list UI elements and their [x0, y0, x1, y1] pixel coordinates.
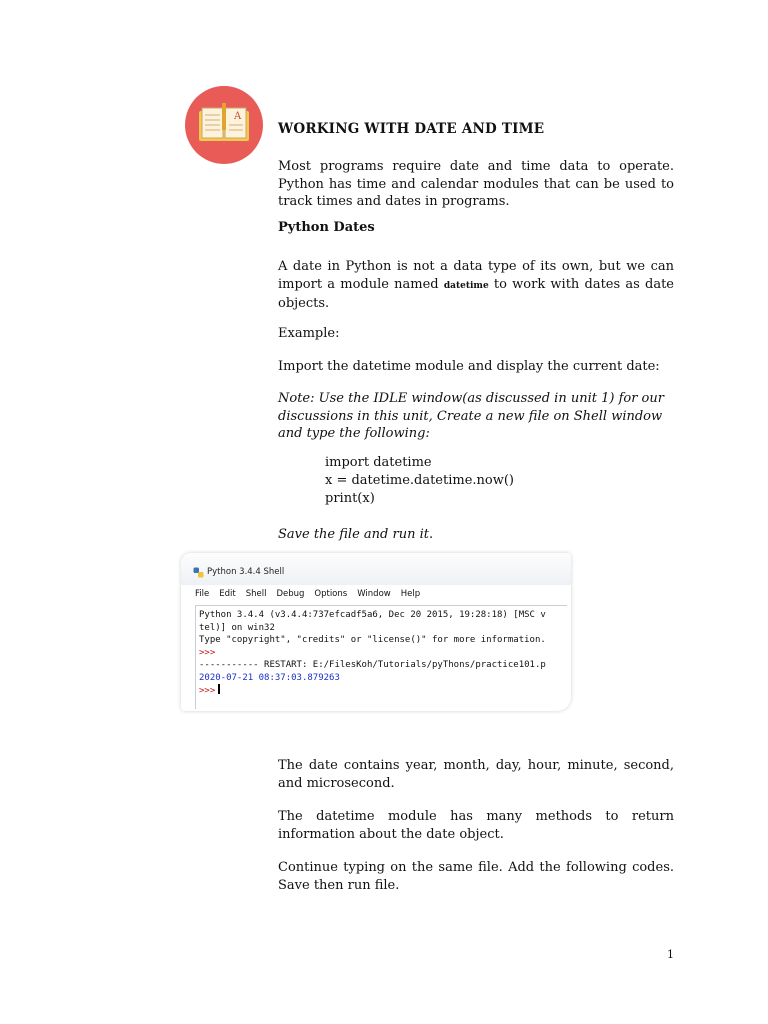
shell-menubar — [195, 589, 571, 603]
example-description: Import the datetime module and display the current date: — [278, 359, 660, 374]
book-icon — [193, 95, 255, 155]
shell-restart-line: ----------- RESTART: E:/FilesKoh/Tutorials/pyThons/practice101.p — [199, 660, 546, 670]
shell-titlebar — [181, 553, 571, 585]
inline-code-datetime: datetime — [443, 280, 489, 291]
page-number: 1 — [667, 948, 674, 961]
dates-paragraph — [278, 258, 674, 313]
python-icon — [193, 567, 204, 578]
code-line: print(x) — [325, 491, 375, 506]
menu-shell[interactable]: Shell — [245, 589, 267, 599]
shell-line: tel)] on win32 — [199, 622, 275, 633]
text-cursor — [218, 684, 220, 694]
code-block — [325, 454, 514, 508]
shell-prompt: >>> — [199, 647, 216, 658]
methods-paragraph: The datetime module has many methods to return information about the date object. — [278, 809, 674, 842]
menu-file[interactable]: File — [195, 589, 210, 599]
python-shell-screenshot — [181, 553, 571, 711]
save-run-instruction: Save the file and run it. — [278, 527, 434, 542]
date-components-paragraph: The date contains year, month, day, hour, minute, second, and microsecond. — [278, 758, 674, 791]
menu-debug[interactable]: Debug — [276, 589, 305, 599]
shell-output[interactable] — [195, 605, 567, 709]
shell-window-title: Python 3.4.4 Shell — [207, 567, 285, 577]
page-title: WORKING WITH DATE AND TIME — [278, 121, 545, 137]
note-paragraph: Note: Use the IDLE window(as discussed in unit 1) for our discussions in this unit, Create a new file on Shell window and type the following: — [278, 391, 664, 441]
continue-paragraph: Continue typing on the same file. Add the following codes. Save then run file. — [278, 860, 674, 893]
shell-prompt: >>> — [199, 686, 216, 696]
menu-edit[interactable]: Edit — [219, 589, 236, 599]
shell-datetime-output: 2020-07-21 08:37:03.879263 — [199, 672, 340, 683]
section-heading: Python Dates — [278, 220, 375, 235]
dates-paragraph-text-1: A date in Python is not a data type of its own, but we can import a module named — [278, 259, 674, 292]
shell-line: Python 3.4.4 (v3.4.4:737efcadf5a6, Dec 20 2015, 19:28:18) [MSC v — [199, 610, 546, 620]
menu-window[interactable]: Window — [357, 589, 391, 599]
code-line: x = datetime.datetime.now() — [325, 473, 515, 488]
svg-text:A: A — [234, 111, 242, 122]
example-label: Example: — [278, 326, 340, 341]
shell-line: Type "copyright", "credits" or "license()" for more information. — [199, 635, 546, 645]
dates-paragraph-text-2: to work with dates as date objects. — [278, 276, 675, 311]
menu-options[interactable]: Options — [314, 589, 348, 599]
code-line: import datetime — [325, 455, 432, 470]
intro-paragraph: Most programs require date and time data to operate. Python has time and calendar modules that can be used to track times and dates in programs. — [278, 159, 674, 209]
menu-help[interactable]: Help — [400, 589, 421, 599]
shell-input-line — [199, 684, 567, 698]
